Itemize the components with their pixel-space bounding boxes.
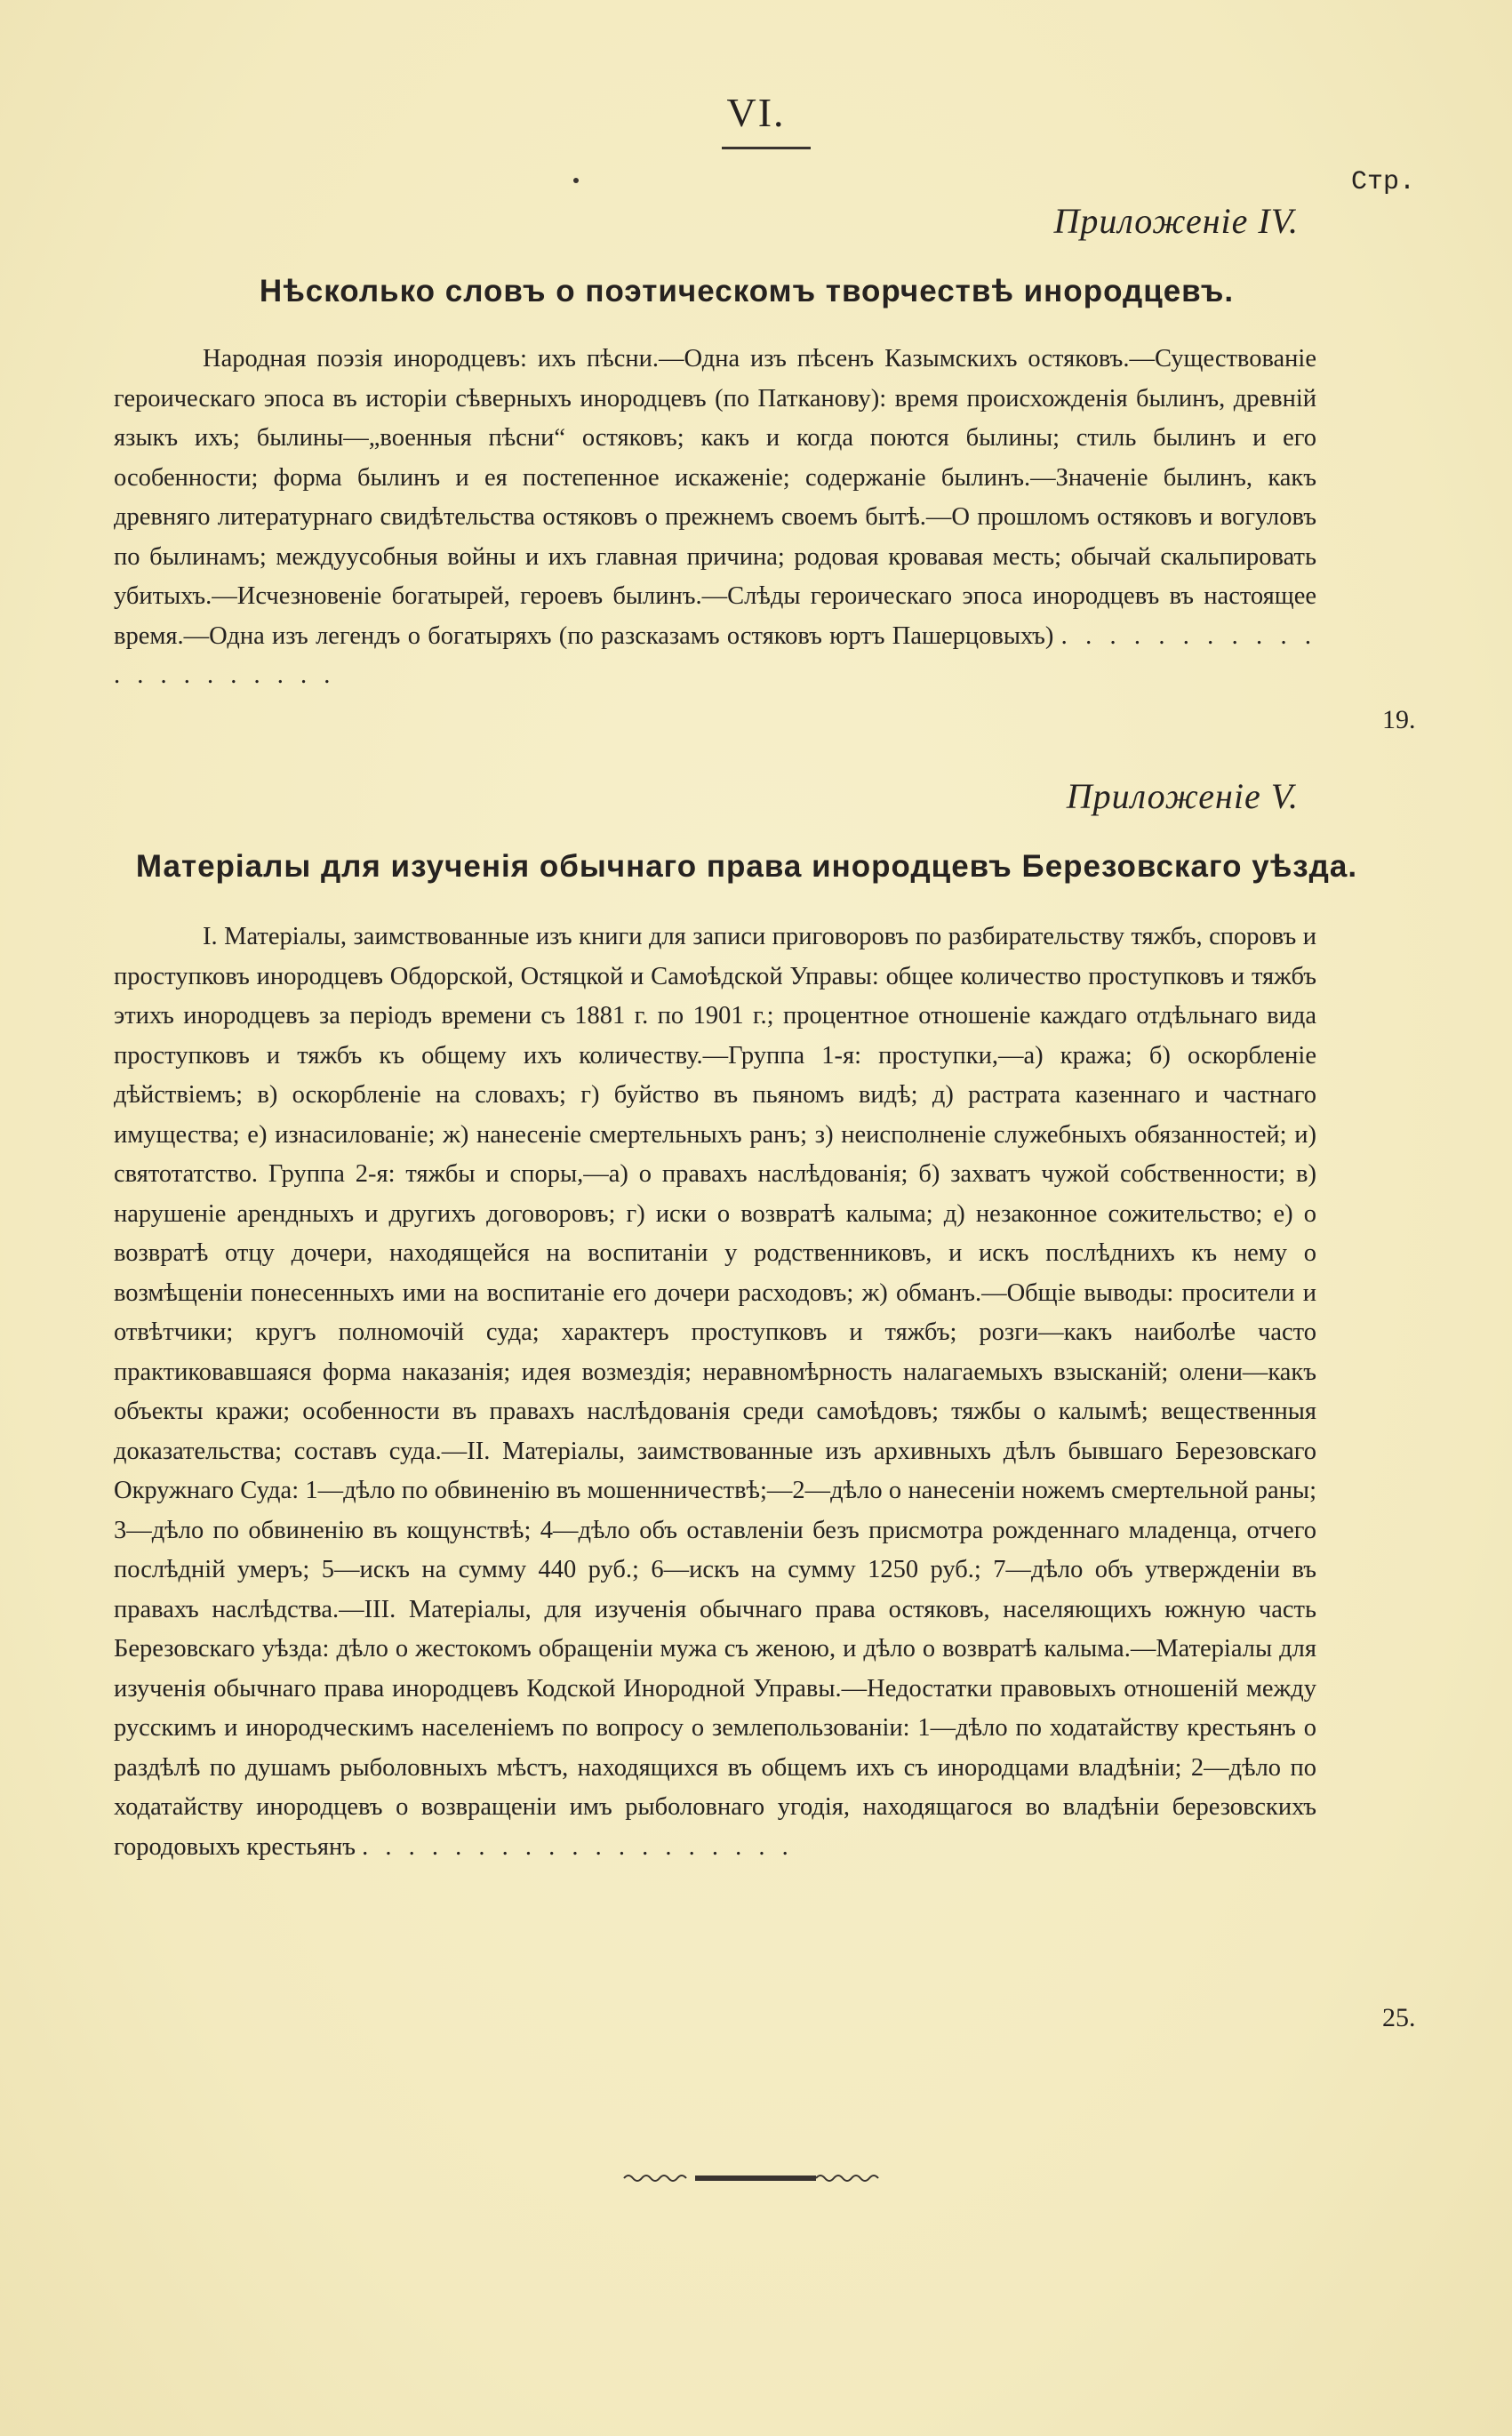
- appendix-iv-body: Народная поэзія инородцевъ: ихъ пѣсни.—Одна изъ пѣсенъ Казымскихъ остяковъ.—Существованіе героическаго эпоса въ исторіи сѣверныхъ инородцевъ (по Патканову): время происхожденія былинъ, древній языкъ ихъ; былины—„военныя пѣсни“ остяковъ; какъ и когда поются былины; стиль былинъ и его особенности; форма былинъ и ея постепенное искаженіе; содержаніе былинъ.—Значеніе былинъ, какъ древняго литературнаго свидѣтельства остяковъ о прежнемъ своемъ бытѣ.—О прошломъ остяковъ и вогуловъ по былинамъ; междуусобныя войны и ихъ главная причина; родовая кровавая месть; обычай скальпировать убитыхъ.—Исчезновеніе богатырей, героевъ былинъ.—Слѣды героическаго эпоса инородцевъ въ настоящее время.—Одна изъ легендъ о богатыряхъ (по разсказамъ остяковъ юртъ Пашерцовыхъ): [114, 345, 1316, 650]
- appendix-iv-title: Нѣсколько словъ о поэтическомъ творчествѣ инородцевъ.: [259, 274, 1235, 309]
- appendix-v-body: I. Матеріалы, заимствованные изъ книги для записи приговоровъ по разбирательству тяжбъ, споровъ и проступковъ инородцевъ Обдорской, Остяцкой и Самоѣдской Управы: общее количество проступковъ и тяжбъ этихъ инородцевъ за періодъ времени съ 1881 г. по 1901 г.; процентное отношеніе каждаго отдѣльнаго вида проступковъ и тяжбъ къ общему ихъ количеству.—Группа 1-я: проступки,—а) кража; б) оскорбленіе дѣйствіемъ; в) оскорбленіе на словахъ; г) буйство въ пьяномъ видѣ; д) растрата казеннаго и частнаго имущества; е) изнасилованіе; ж) нанесеніе смертельныхъ ранъ; з) неисполненіе служебныхъ обязанностей; и) святотатство. Группа 2-я: тяжбы и споры,—а) о правахъ наслѣдованія; б) захватъ чужой собственности; в) нарушеніе арендныхъ и другихъ договоровъ; г) иски о возвратѣ калыма; д) незаконное сожительство; е) о возвратѣ отцу дочери, находящейся на воспитаніи у родственниковъ, и искъ послѣднихъ къ нему о возмѣщеніи понесенныхъ ими на воспитаніе его дочери расходовъ; ж) обманъ.—Общіе выводы: просители и отвѣтчики; кругъ полномочій суда; характеръ проступковъ и тяжбъ; розги—какъ наиболѣе часто практиковавшаяся форма наказанія; идея возмездія; неравномѣрность налагаемыхъ взысканій; олени—какъ объекты кражи; особенности въ правахъ наслѣдованія среди самоѣдовъ; тяжбы о калымѣ; вещественныя доказательства; составъ суда.—II. Матеріалы, заимствованные изъ архивныхъ дѣлъ бывшаго Березовскаго Окружнаго Суда: 1—дѣло по обвиненію въ мошенничествѣ;—2—дѣло о нанесеніи ножемъ смертельной раны; 3—дѣло по обвиненію въ кощунствѣ; 4—дѣло объ оставленіи безъ присмотра рожденнаго младенца, отчего послѣдній умеръ; 5—искъ на сумму 440 руб.; 6—искъ на сумму 1250 руб.; 7—дѣло объ утвержденіи въ правахъ наслѣдства.—III. Матеріалы, для изученія обычнаго права остяковъ, населяющихъ южную часть Березовскаго уѣзда: дѣло о жестокомъ обращеніи мужа съ женою, и дѣло о возвратѣ калыма.—Матеріалы для изученія обычнаго права инородцевъ Кодской Инородной Управы.—Недостатки правовыхъ отношеній между русскимъ и инородческимъ населеніемъ по вопросу о землепользованіи: 1—дѣло по ходатайству крестьянъ о раздѣлѣ по душамъ рыболовныхъ мѣстъ, находящихся въ общемъ ихъ съ инородцами владѣніи; 2—дѣло по ходатайству инородцевъ о возвращеніи имъ рыболовнаго угодія, находящагося во владѣніи березовскихъ городовыхъ крестьянъ: [114, 923, 1316, 1861]
- appendix-v-page-number: 25.: [1382, 2003, 1416, 2032]
- appendix-iv-leader: . . . . . . . . . . . . . . . . . . . . .: [114, 621, 1316, 689]
- appendix-v-leader: . . . . . . . . . . . . . . . . . . .: [362, 1832, 794, 1861]
- roman-numeral-underline: [722, 147, 811, 149]
- ornament-divider: [622, 2169, 889, 2187]
- page-column-label: Стр.: [1351, 167, 1416, 197]
- appendix-iv-page-number: 19.: [1382, 705, 1416, 734]
- appendix-v-title: Матеріалы для изученія обычнаго права инородцевъ Березовскаго уѣзда.: [135, 849, 1358, 884]
- appendix-iv-summary: [114, 340, 1316, 696]
- appendix-v-label: Приложеніе V.: [1066, 776, 1299, 816]
- page-roman-numeral: VI.: [726, 90, 786, 135]
- appendix-iv-label: Приложеніе IV.: [1053, 201, 1299, 241]
- ink-dot: [573, 178, 579, 183]
- appendix-v-summary: [114, 918, 1316, 1867]
